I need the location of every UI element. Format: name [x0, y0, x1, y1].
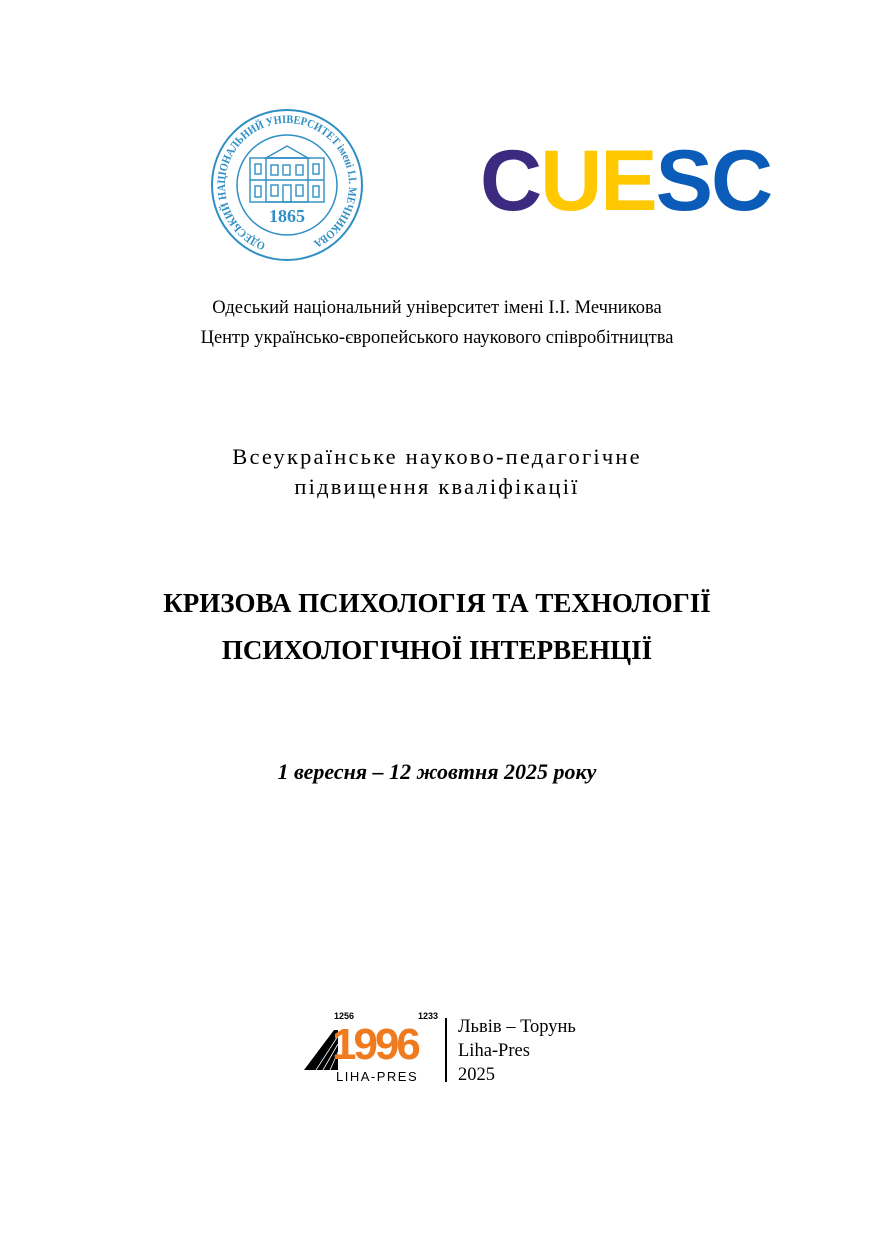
building-icon — [250, 146, 324, 202]
cuesc-letter: S — [655, 133, 711, 229]
document-title — [0, 580, 874, 674]
publisher-left-year: 1256 — [334, 1011, 355, 1021]
publisher-right-year: 1233 — [417, 1011, 438, 1021]
publisher-divider — [445, 1018, 447, 1082]
organizer-center: Центр українсько-європейського наукового співробітництва — [200, 328, 674, 348]
imprint-city: Львів – Торунь — [458, 1017, 576, 1037]
cuesc-logo — [480, 133, 772, 229]
organizer-university: Одеський національний університет імені І.І. Мечникова — [212, 298, 662, 318]
publisher-number: 1996 — [332, 1020, 418, 1069]
imprint-publisher: Liha-Pres — [458, 1041, 530, 1061]
cuesc-letter: C — [710, 133, 772, 229]
cuesc-letter: C — [480, 133, 541, 229]
imprint-year: 2025 — [458, 1065, 495, 1085]
event-dates: 1 вересня – 12 жовтня 2025 року — [277, 759, 597, 784]
cuesc-letter: U — [540, 133, 601, 229]
event-type — [0, 442, 874, 502]
title-line: ПСИХОЛОГІЧНОЇ ІНТЕРВЕНЦІЇ — [221, 635, 653, 665]
seal-ring-text: ОДЕСЬКИЙ НАЦІОНАЛЬНИЙ УНІВЕРСИТЕТ імені І.І. МЕЧНИКОВА — [215, 113, 359, 252]
publisher-name: LIHA-PRES — [336, 1069, 419, 1084]
event-type-line: Всеукраїнське науково-педагогічне — [232, 444, 642, 469]
seal-year: 1865 — [269, 206, 305, 226]
title-line: КРИЗОВА ПСИХОЛОГІЯ ТА ТЕХНОЛОГІЇ — [163, 588, 711, 618]
imprint — [458, 1015, 576, 1087]
organizers — [0, 293, 874, 353]
liha-pres-logo — [304, 1010, 438, 1086]
cuesc-letter: E — [600, 133, 656, 229]
university-seal-logo — [210, 108, 364, 262]
event-type-line: підвищення кваліфікації — [294, 474, 580, 499]
